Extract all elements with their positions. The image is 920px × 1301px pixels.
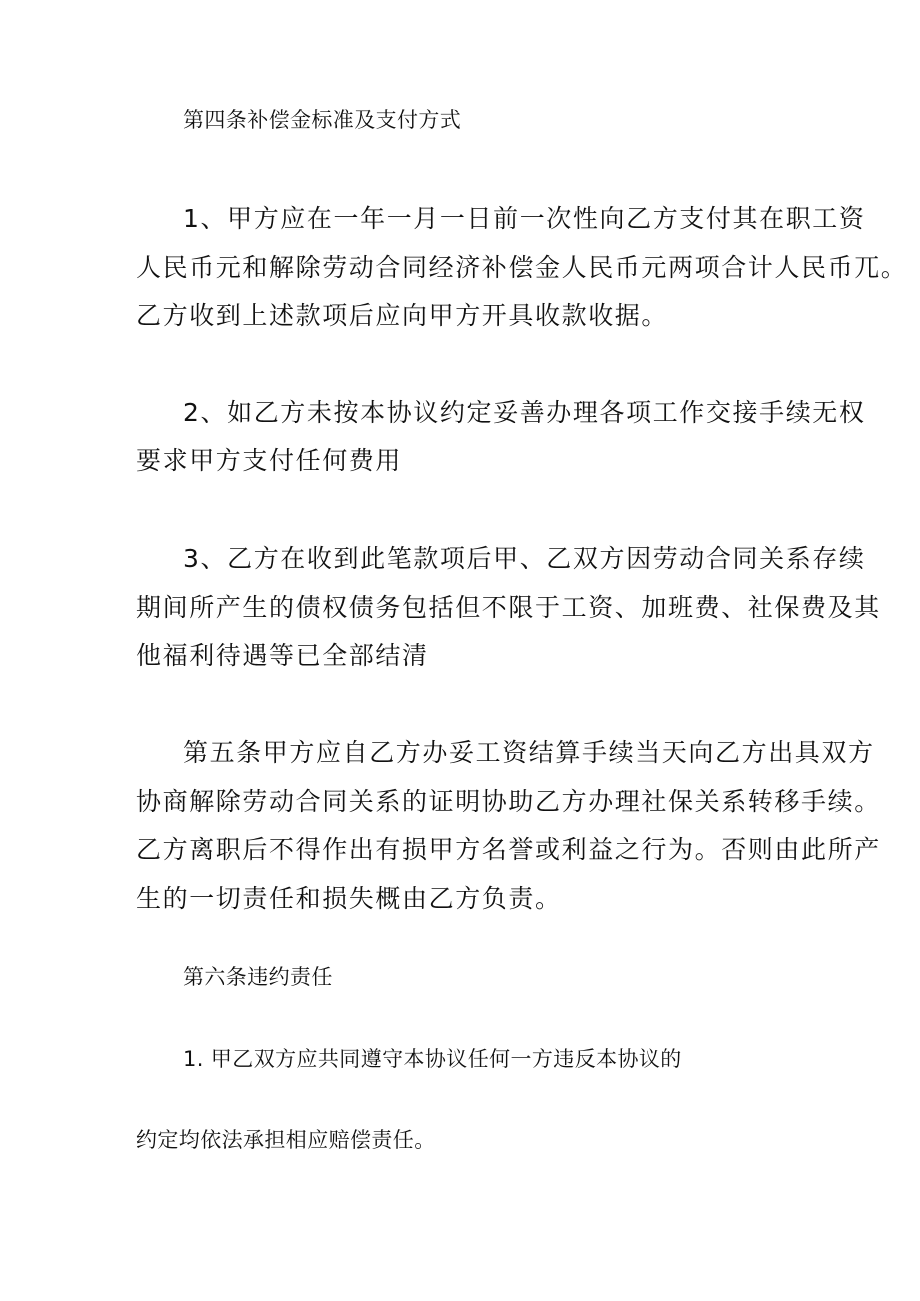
article-4-item-3-line-1: 3、乙方在收到此笔款项后甲、乙双方因劳动合同关系存续 [183,544,866,573]
article-4-item-1-line-3: 乙方收到上述款项后应向甲方开具收款收据。 [136,301,669,330]
article-6-heading: 第六条违约责任 [183,965,333,989]
article-6-item-1-line-2: 约定均依法承担相应赔偿责任。 [136,1128,436,1152]
article-5-line-1: 第五条甲方应自乙方办妥工资结算手续当天向乙方出具双方 [183,738,875,767]
article-4-heading: 第四条补偿金标准及支付方式 [183,108,462,132]
article-4-item-2-line-1: 2、如乙方未按本协议约定妥善办理各项工作交接手续无权 [183,398,866,427]
article-4-item-1-line-1: 1、甲方应在一年一月一日前一次性向乙方支付其在职工资 [183,204,866,233]
article-4-item-2-line-2: 要求甲方支付任何费用 [136,446,403,475]
article-4-item-1-line-2: 人民币元和解除劳动合同经济补偿金人民币元两项合计人民币兀。 [136,253,908,282]
article-6-item-1-line-1: 1. 甲乙双方应共同遵守本协议任何一方违反本协议的 [183,1047,682,1071]
article-4-item-3-line-2: 期间所产生的债权债务包括但不限于工资、加班费、社保费及其 [136,593,881,622]
article-5-line-3: 乙方离职后不得作出有损甲方名誉或利益之行为。否则由此所产 [136,835,881,864]
article-4-item-3-line-3: 他福利待遇等已全部结清 [136,641,429,670]
article-5-line-4: 生的一切责任和损失概由乙方负责。 [136,884,562,913]
article-5-line-2: 协商解除劳动合同关系的证明协助乙方办理社保关系转移手续。 [136,787,881,816]
